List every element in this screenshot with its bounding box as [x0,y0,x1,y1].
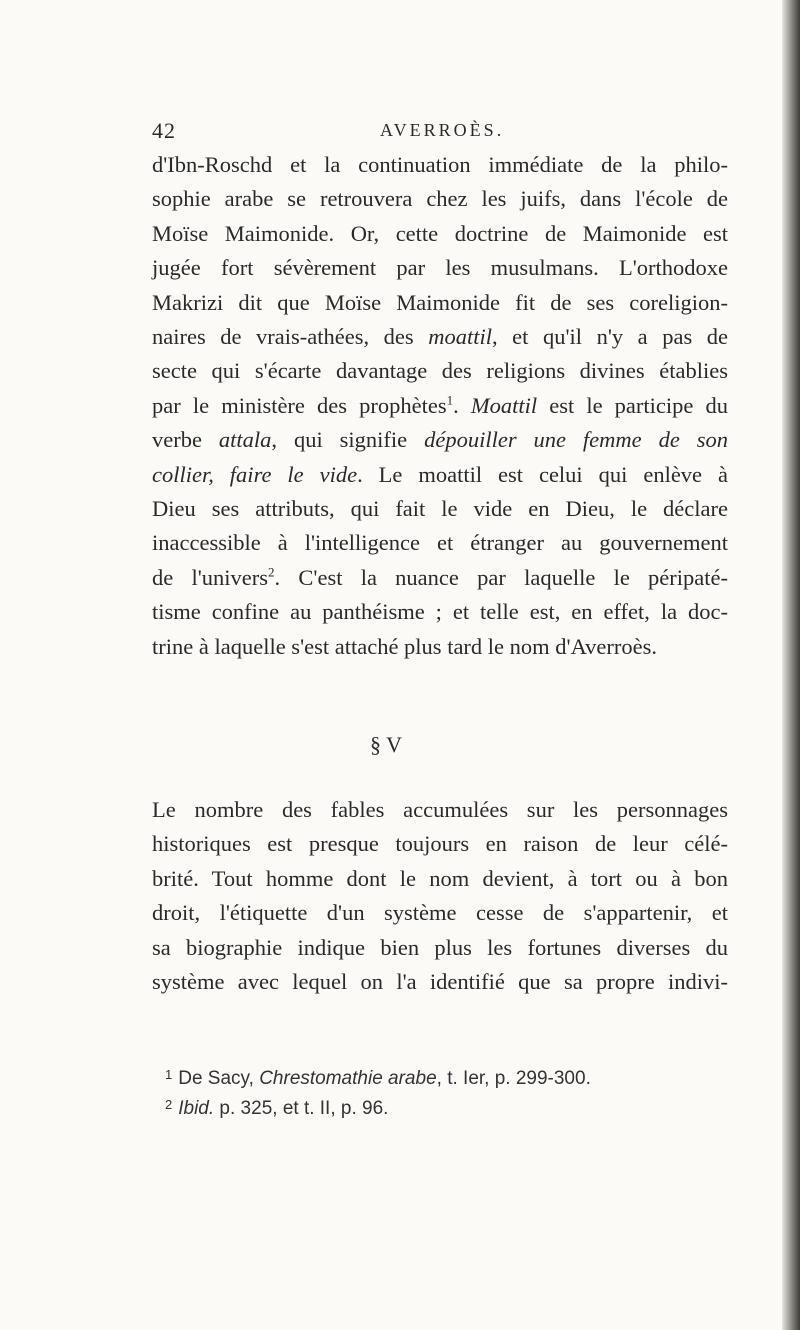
section-heading: § V [370,732,402,757]
footnote: $^2$ Ibid. p. 325, et t. II, p. 96. [165,1097,389,1119]
text-line: naires de vrais-athées, des moattil, et qu'il n'y a pas de [152,324,728,350]
body-text-section-v [152,793,728,999]
italic-phrase: dépouiller une femme de son [424,427,729,453]
text-line: par le ministère des prophètes$^1$. Moattil est le participe du [152,392,728,418]
running-title: AVERROÈS. [380,120,505,140]
text-line: Makrizi dit que Moïse Maimonide fit de ses coreligion- [152,289,728,315]
italic-term: Moattil [470,392,538,418]
text-line: Le nombre des fables accumulées sur les personnages [152,797,728,822]
page-header [152,118,712,144]
text-line: sophie arabe se retrouvera chez les juifs, dans l'école de [152,186,728,212]
footnote: $^1$ De Sacy, Chrestomathie arabe, t. Ier, p. 299-300. [165,1067,591,1089]
footnote-ref: 2 [268,564,275,580]
body-text [152,148,728,664]
text-line: système avec lequel on l'a identifié que sa propre indivi- [152,969,728,995]
italic-term: attala [218,427,272,453]
text-line: sa biographie indique bien plus les fortunes diverses du [152,934,728,960]
text-line: brité. Tout homme dont le nom devient, à tort ou à bon [152,865,728,891]
text-line: trine à laquelle s'est attaché plus tard le nom d'Averroès. [152,633,658,659]
text-line: tisme confine au panthéisme ; et telle est, en effet, la doc- [152,599,728,625]
text-line: historiques est presque toujours en raison de leur célé- [152,831,728,857]
italic-term: moattil [428,324,492,350]
page-edge-shadow [782,0,800,1330]
text-line: de l'univers$^2$. C'est la nuance par laquelle le péripaté- [152,564,728,590]
text-line: d'Ibn-Roschd et la continuation immédiate de la philo- [152,152,728,177]
text-line: droit, l'étiquette d'un système cesse de s'appartenir, et [152,900,728,926]
text-line: secte qui s'écarte davantage des religions divines établies [152,358,728,384]
footnotes [165,1062,725,1122]
text-line: inaccessible à l'intelligence et étranger au gouvernement [152,530,728,556]
text-line: Moïse Maimonide. Or, cette doctrine de Maimonide est [152,220,728,246]
footnote-ref: 1 [446,392,454,408]
text-line: collier, faire le vide. Le moattil est celui qui enlève à [152,461,728,487]
text-line: jugée fort sévèrement par les musulmans. L'orthodoxe [152,255,728,281]
text-line: Dieu ses attributs, qui fait le vide en Dieu, le déclare [152,496,728,522]
italic-phrase: collier, faire le vide [152,461,358,487]
page-number: 42 [152,118,176,143]
text-line: verbe attala, qui signifie dépouiller une femme de son [152,427,729,453]
